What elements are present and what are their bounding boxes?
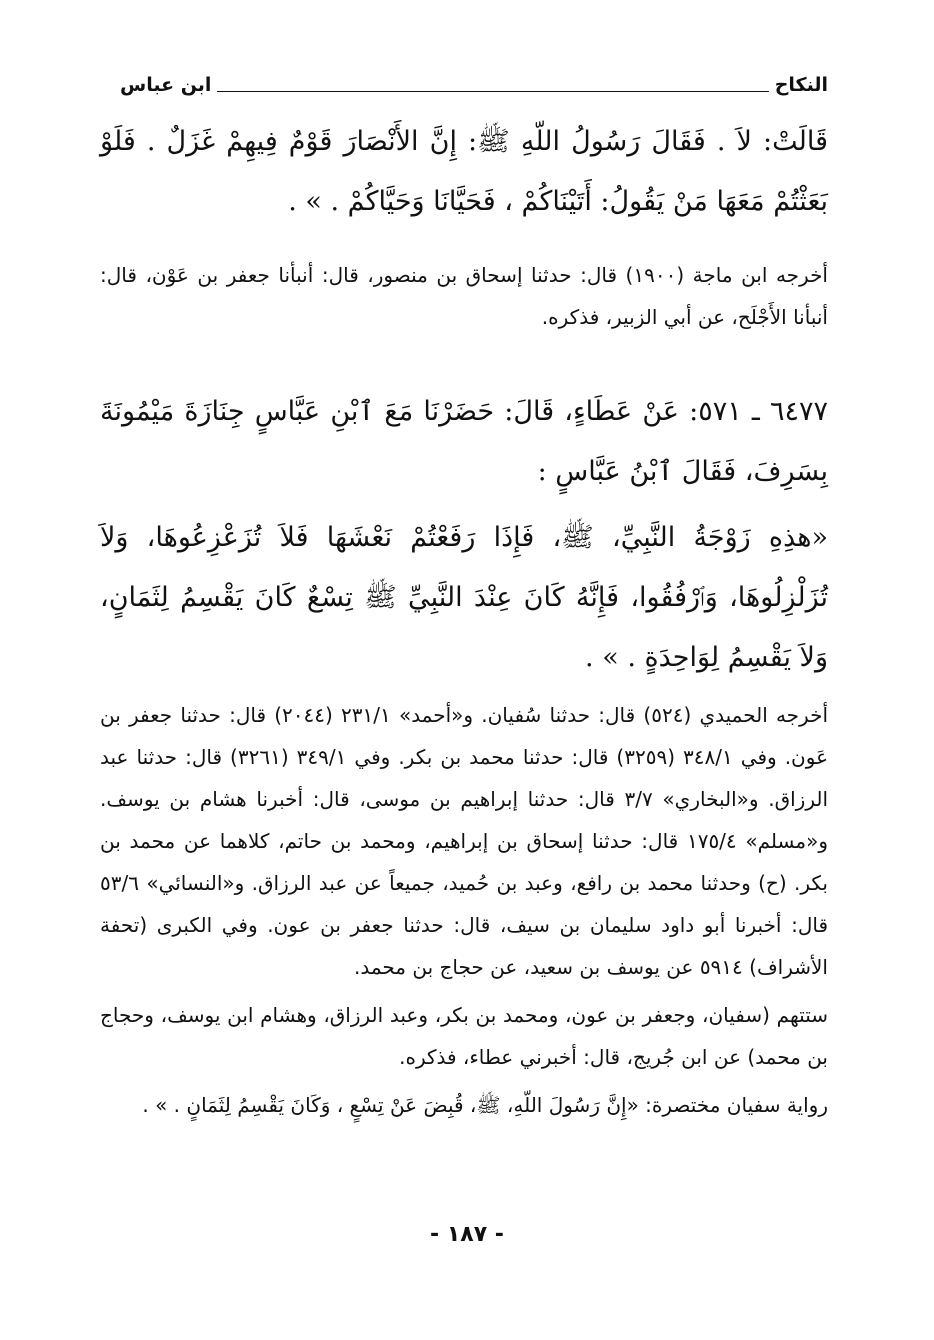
running-header [120, 70, 828, 100]
hadith-text: «هذِهِ زَوْجَةُ النَّبِيِّ، ﷺ، فَإِذَا رَفَعْتُمْ نَعْشَهَا فَلاَ تُزَعْزِعُوهَا، وَلاَ تُزَلْزِلُوهَا، وَٱرْفُقُوا، فَإِنَّهُ كَانَ عِنْدَ النَّبِيِّ ﷺ تِسْعٌ كَانَ يَقْسِمُ لِثَمَانٍ، وَلاَ يَقْسِمُ لِوَاحِدَةٍ . » . [100, 522, 828, 673]
takhrij-paragraph: أخرجه ابن ماجة (١٩٠٠) قال: حدثنا إسحاق بن منصور، قال: أنبأنا جعفر بن عَوْن، قال: أنبأنا الأَجْلَح، عن أبي الزبير، فذكره. [100, 263, 828, 329]
takhrij-paragraph: ستتهم (سفيان، وجعفر بن عون، ومحمد بن بكر، وعبد الرزاق، وهشام ابن يوسف، وحجاج بن محمد) عن ابن جُريج، قال: أخبرني عطاء، فذكره. [100, 1003, 828, 1069]
page-body [100, 112, 828, 1126]
chapter-title: النكاح [774, 74, 828, 96]
header-rule [217, 91, 768, 92]
hadith-text-continued: قَالَتْ: لاَ . فَقَالَ رَسُولُ اللّهِ ﷺ: إِنَّ الأَنْصَارَ قَوْمٌ فِيهِمْ غَزَلٌ . فَلَوْ بَعَثْتُمْ مَعَهَا مَنْ يَقُولُ: أَتَيْنَاكُمْ ، فَحَيَّانَا وَحَيَّاكُمْ . » . [100, 126, 828, 217]
hadith-heading: ٦٤٧٧ ـ ٥٧١: عَنْ عَطَاءٍ، قَالَ: حَضَرْنَا مَعَ ٱبْنِ عَبَّاسٍ جِنَازَةَ مَيْمُونَةَ بِسَرِفَ، فَقَالَ ٱبْنُ عَبَّاسٍ : [100, 396, 829, 487]
page-number: - ١٨٧ - [430, 1222, 504, 1247]
running-title: ابن عباس [120, 74, 212, 96]
takhrij-paragraph: رواية سفيان مختصرة: «إِنَّ رَسُولَ اللّهِ، ﷺ، قُبِضَ عَنْ تِسْعٍ ، وَكَانَ يَقْسِمُ لِثَمَانٍ . » . [142, 1093, 828, 1117]
takhrij-paragraph: أخرجه الحميدي (٥٢٤) قال: حدثنا سُفيان. و«أحمد» ٢٣١/١ (٢٠٤٤) قال: حدثنا جعفر بن عَون. وفي ٣٤٨/١ (٣٢٥٩) قال: حدثنا محمد بن بكر. وفي ٣٤٩/١ (٣٢٦١) قال: حدثنا عبد الرزاق. و«البخاري» ٣/٧ قال: حدثنا إبراهيم بن موسى، قال: أخبرنا هشام بن يوسف. و«مسلم» ١٧٥/٤ قال: حدثنا إسحاق بن إبراهيم، ومحمد بن حاتم، كلاهما عن محمد بن بكر. (ح) وحدثنا محمد بن رافع، وعبد بن حُميد، جميعاً عن عبد الرزاق. و«النسائي» ٥٣/٦ قال: أخبرنا أبو داود سليمان بن سيف، قال: حدثنا جعفر بن عون. وفي الكبرى (تحفة الأشراف) ٥٩١٤ عن يوسف بن سعيد، عن حجاج بن محمد. [100, 703, 829, 979]
